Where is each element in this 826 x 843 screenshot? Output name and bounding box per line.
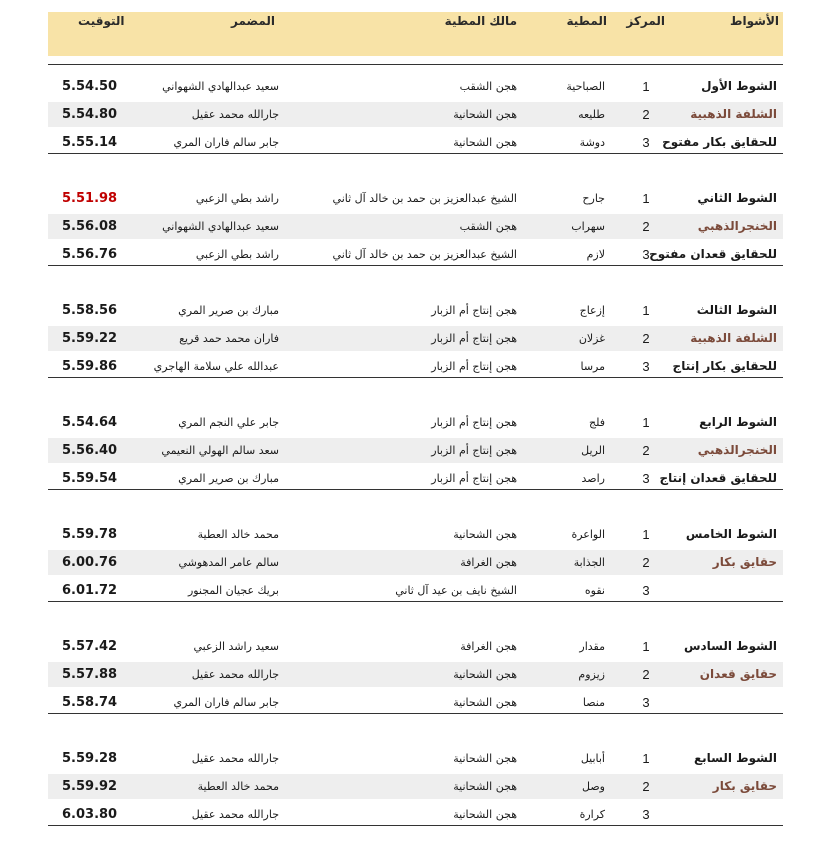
race-time: 6.00.76 [62,555,118,570]
owner-name: هجن إنتاج أم الزبار [431,444,517,457]
camel-name: زيزوم [578,668,605,681]
race-name: للحقايق بكار مفتوح [662,135,777,149]
camel-name: سهراب [571,220,605,233]
group-divider [48,825,783,826]
race-time: 5.56.76 [62,247,118,262]
owner-name: هجن إنتاج أم الزبار [431,360,517,373]
group-divider [48,377,783,378]
owner-name: هجن الشحانية [453,808,517,821]
group-divider [48,601,783,602]
rank: 2 [642,107,650,122]
rank: 3 [642,583,650,598]
camel-name: منصا [582,696,605,709]
table-row [48,522,783,547]
group-divider [48,153,783,154]
trainer-name: سعيد عبدالهادي الشهواني [162,80,279,93]
table-row [48,298,783,323]
table-row [48,438,783,463]
camel-name: نقوه [584,584,605,597]
rank: 2 [642,555,650,570]
table-row [48,410,783,435]
group-divider [48,64,783,65]
race-time: 5.55.14 [62,135,118,150]
camel-name: وصل [582,780,605,793]
owner-name: الشيخ عبدالعزيز بن حمد بن خالد آل ثاني [332,192,517,205]
trainer-name: جارالله محمد عقيل [191,752,279,765]
rank: 3 [642,135,650,150]
camel-name: مقدار [579,640,605,653]
trainer-name: جابر سالم فاران المري [173,136,279,149]
owner-name: هجن إنتاج أم الزبار [431,416,517,429]
rank: 3 [642,247,650,262]
camel-name: الريل [581,444,605,457]
camel-name: الجذابة [573,556,605,569]
race-time: 5.59.86 [62,359,118,374]
race-time: 5.56.08 [62,219,118,234]
table-row [48,690,783,715]
owner-name: هجن الشحانية [453,752,517,765]
race-name: الخنجرالذهبي [697,443,777,457]
trainer-name: مبارك بن صرير المري [178,304,279,317]
camel-name: كرارة [579,808,605,821]
owner-name: هجن الشحانية [453,108,517,121]
table-row [48,242,783,267]
group-divider [48,265,783,266]
owner-name: هجن الشحانية [453,528,517,541]
owner-name: هجن الشقب [459,80,517,93]
trainer-name: جابر علي النجم المري [178,416,279,429]
camel-name: أبابيل [580,752,605,765]
trainer-name: سعد سالم الهولي النعيمي [161,444,279,457]
rank: 3 [642,471,650,486]
rank: 2 [642,443,650,458]
header-trainer: المضمر [231,14,275,28]
race-time: 6.03.80 [62,807,118,822]
table-row [48,550,783,575]
trainer-name: سعيد راشد الزعبي [193,640,279,653]
rank: 3 [642,807,650,822]
race-name: الشوط الثاني [697,191,777,205]
table-row [48,774,783,799]
header-camel: المطية [566,14,607,28]
camel-name: مرسا [580,360,605,373]
table-row [48,466,783,491]
rank: 1 [642,303,650,318]
owner-name: هجن الشحانية [453,136,517,149]
owner-name: هجن الغرافة [460,640,517,653]
race-name: الشوط الثالث [696,303,777,317]
race-name: الشوط السابع [693,751,777,765]
table-row [48,578,783,603]
race-time: 5.59.22 [62,331,118,346]
rank: 2 [642,779,650,794]
owner-name: هجن الغرافة [460,556,517,569]
race-name: الشوط الخامس [685,527,777,541]
owner-name: هجن إنتاج أم الزبار [431,304,517,317]
camel-name: الواعرة [571,528,605,541]
owner-name: الشيخ عبدالعزيز بن حمد بن خالد آل ثاني [332,248,517,261]
trainer-name: محمد خالد العطية [197,528,279,541]
race-time: 5.54.80 [62,107,118,122]
camel-name: راصد [581,472,605,485]
race-time: 5.59.92 [62,779,118,794]
rank: 1 [642,191,650,206]
trainer-name: جارالله محمد عقيل [191,808,279,821]
race-name: الشلفة الذهبية [690,331,777,345]
camel-name: لازم [586,248,605,261]
header-rank: المركز [626,14,665,28]
trainer-name: جارالله محمد عقيل [191,108,279,121]
rank: 1 [642,639,650,654]
table-row [48,802,783,827]
race-name: للحقايق قعدان مفتوح [649,247,777,261]
table-row [48,214,783,239]
table-row [48,74,783,99]
camel-name: الصباحية [566,80,605,93]
owner-name: هجن إنتاج أم الزبار [431,472,517,485]
race-time: 5.58.74 [62,695,118,710]
rank: 3 [642,359,650,374]
owner-name: هجن الشحانية [453,696,517,709]
rank: 2 [642,667,650,682]
table-row [48,746,783,771]
race-name: الشوط السادس [683,639,777,653]
race-name: حقايق بكار [712,555,777,569]
trainer-name: محمد خالد العطية [197,780,279,793]
table-row [48,102,783,127]
camel-name: إزعاج [579,304,605,317]
trainer-name: راشد بطي الزعبي [195,192,279,205]
rank: 1 [642,751,650,766]
table-row [48,662,783,687]
rank: 1 [642,79,650,94]
owner-name: هجن إنتاج أم الزبار [431,332,517,345]
race-name: الشلفة الذهبية [690,107,777,121]
trainer-name: راشد بطي الزعبي [195,248,279,261]
camel-name: غزلان [578,332,605,345]
camel-name: جارح [582,192,605,205]
trainer-name: مبارك بن صرير المري [178,472,279,485]
trainer-name: بريك عجيان المجنور [187,584,279,597]
trainer-name: سالم عامر المدهوشي [178,556,279,569]
race-time: 6.01.72 [62,583,118,598]
table-row [48,634,783,659]
race-time: 5.58.56 [62,303,118,318]
trainer-name: عبدالله علي سلامة الهاجري [153,360,279,373]
rank: 3 [642,695,650,710]
table-row [48,354,783,379]
camel-name: دوشة [579,136,605,149]
race-name: حقايق بكار [712,779,777,793]
trainer-name: فاران محمد حمد قريع [179,332,279,345]
table-row [48,326,783,351]
header-time: التوقيت [78,14,125,28]
trainer-name: جارالله محمد عقيل [191,668,279,681]
header-owner: مالك المطية [444,14,517,28]
owner-name: هجن الشحانية [453,780,517,793]
owner-name: هجن الشحانية [453,668,517,681]
camel-name: فلج [588,416,605,429]
race-name: حقايق قعدان [699,667,777,681]
table-row [48,186,783,211]
race-time: 5.56.40 [62,443,118,458]
race-time: 5.59.28 [62,751,118,766]
race-name: الشوط الأول [701,79,777,93]
race-time: 5.54.50 [62,79,118,94]
race-name: للحقايق قعدان إنتاج [659,471,777,485]
rank: 2 [642,219,650,234]
race-name: الشوط الرابع [699,415,777,429]
owner-name: هجن الشقب [459,220,517,233]
race-time: 5.54.64 [62,415,118,430]
group-divider [48,713,783,714]
header-round: الأشواط [730,14,779,28]
trainer-name: سعيد عبدالهادي الشهواني [162,220,279,233]
camel-name: طليعه [578,108,605,121]
group-divider [48,489,783,490]
owner-name: الشيخ نايف بن عيد آل ثاني [395,584,517,597]
results-table [48,12,783,822]
race-name: الخنجرالذهبي [697,219,777,233]
rank: 2 [642,331,650,346]
race-time: 5.59.54 [62,471,118,486]
rank: 1 [642,415,650,430]
table-header [48,12,783,56]
race-name: للحقايق بكار إنتاج [672,359,777,373]
race-time: 5.59.78 [62,527,118,542]
race-time: 5.57.88 [62,667,118,682]
table-row [48,130,783,155]
trainer-name: جابر سالم فاران المري [173,696,279,709]
race-time: 5.51.98 [62,191,118,206]
rank: 1 [642,527,650,542]
race-time: 5.57.42 [62,639,118,654]
